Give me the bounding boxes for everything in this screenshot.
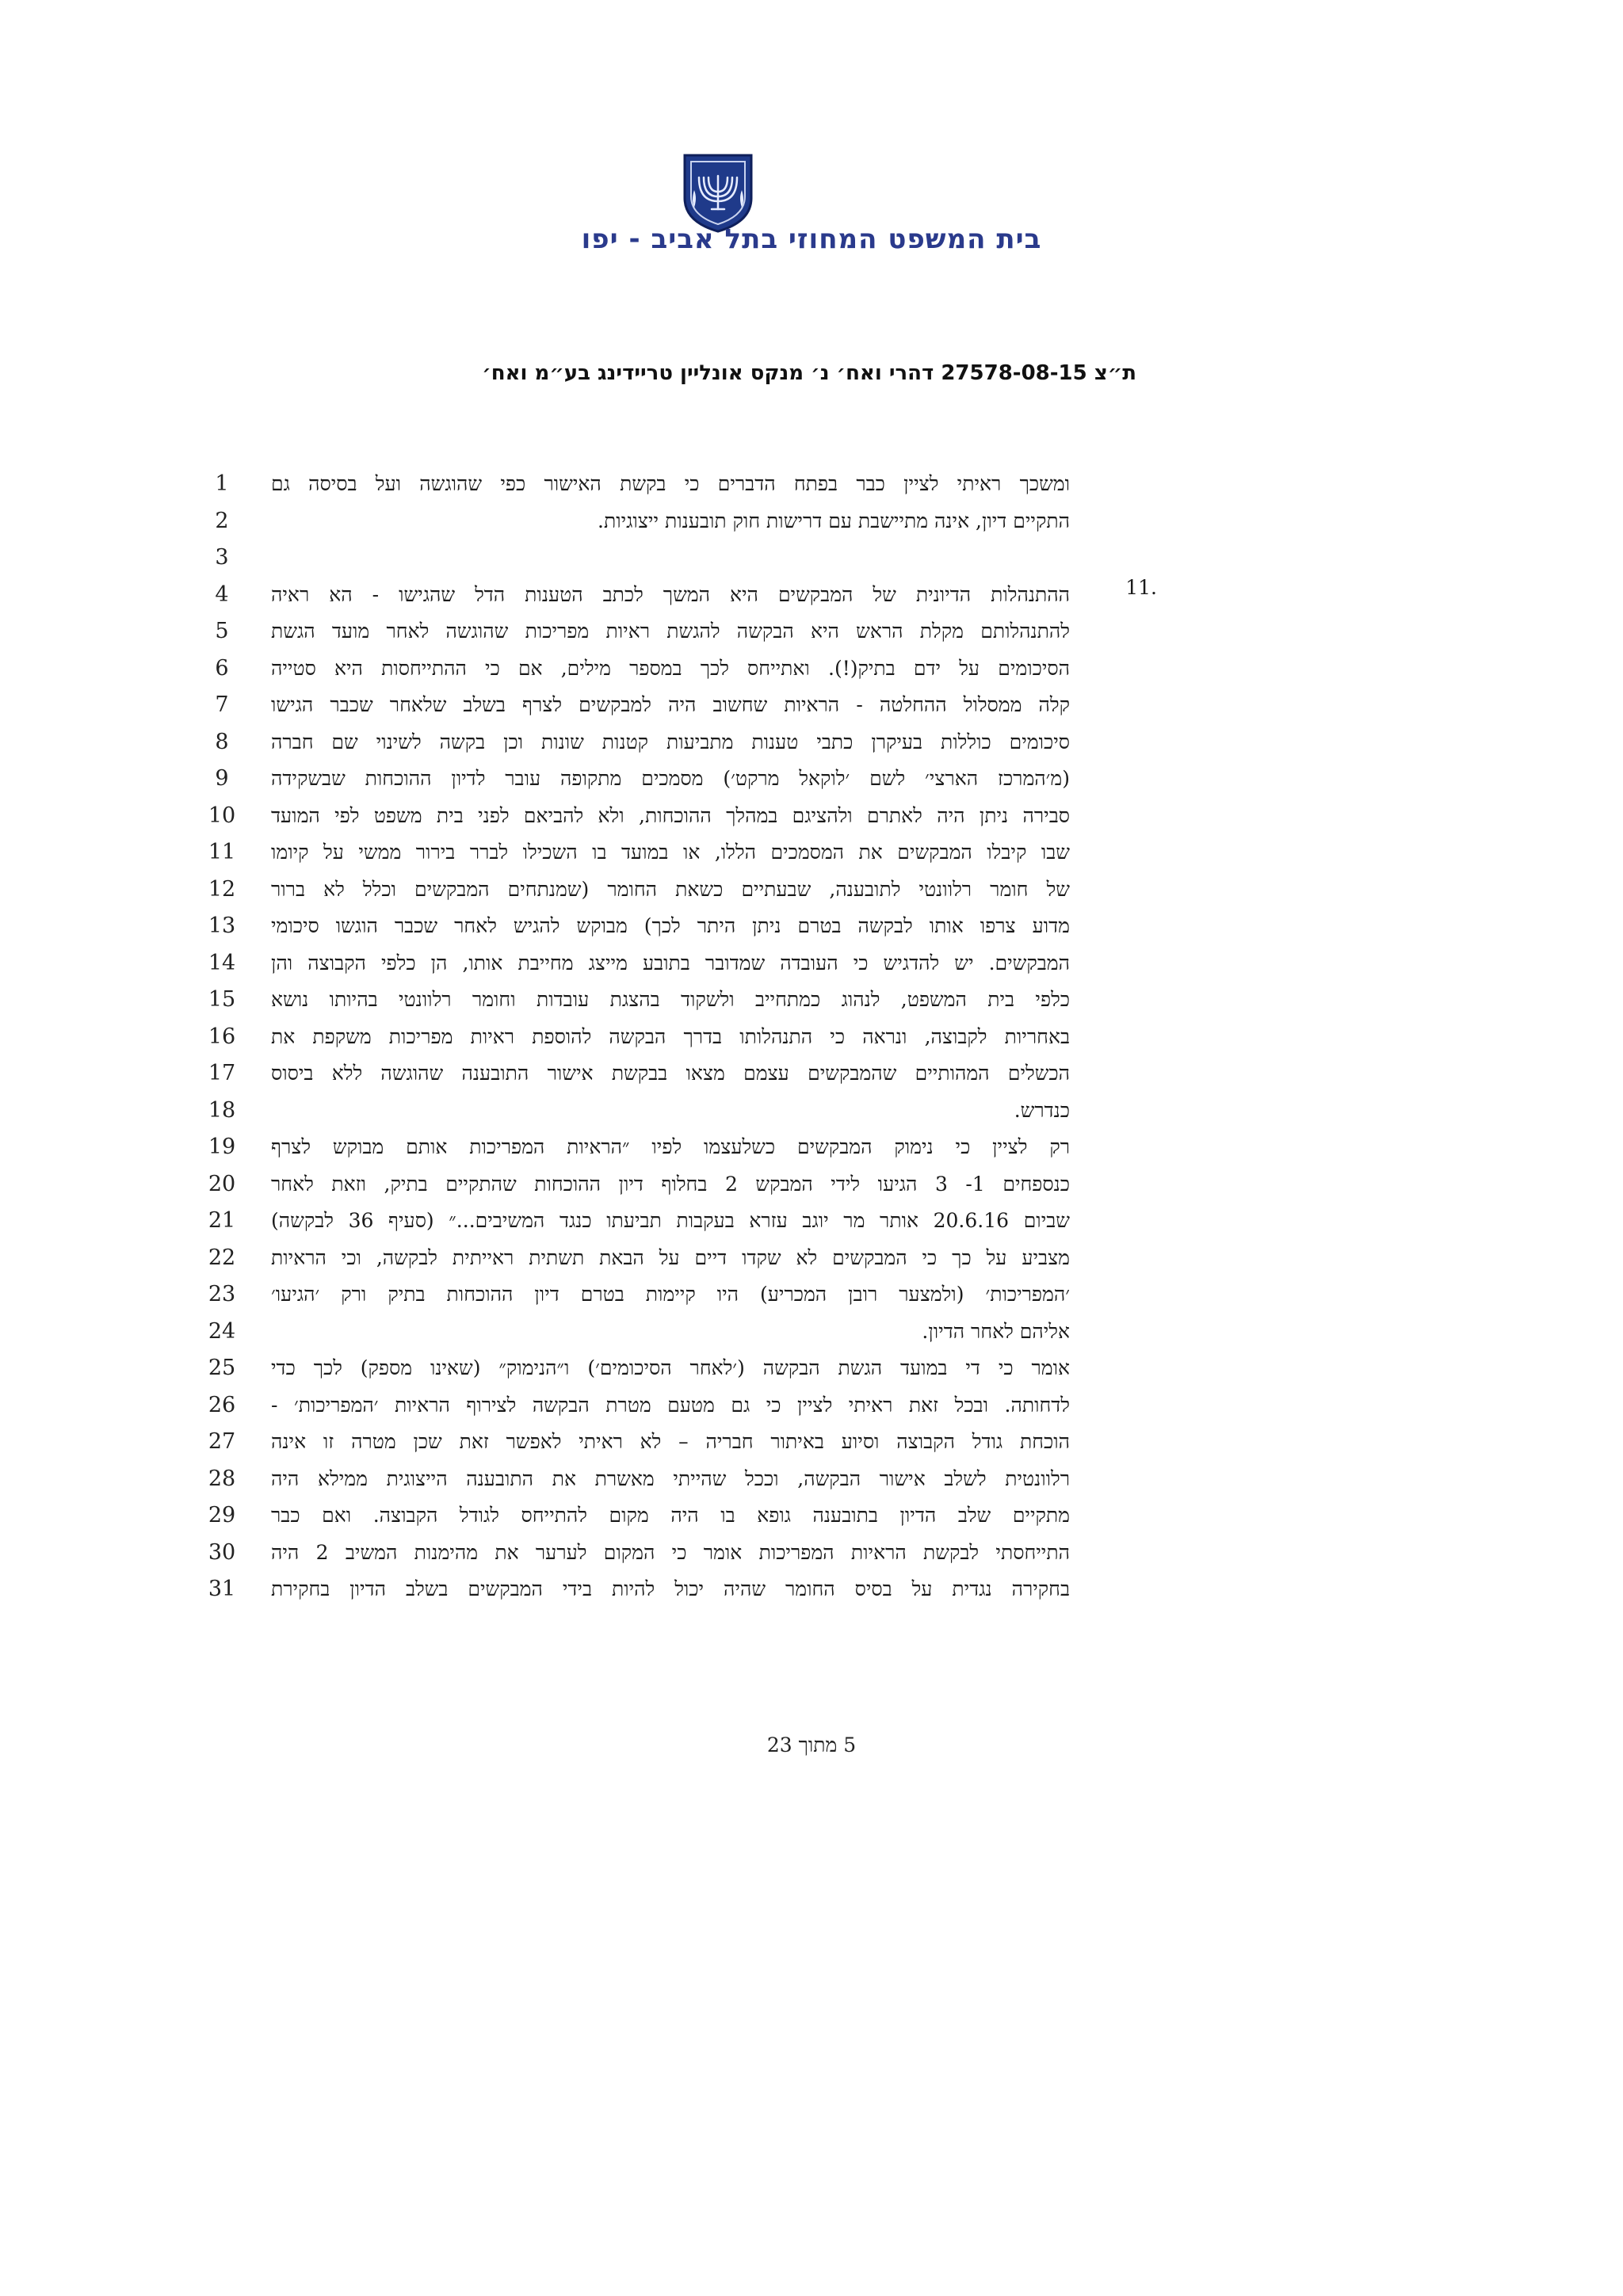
text-line: רק לציין כי נימוק המבקשים כשלעצמו לפיו ״הראיות המפריכות אותם מבוקש לצרף [271, 1135, 1070, 1158]
text-line: של חומר רלוונטי לתובענה, שבעתיים כשאת החומר (שמנתחים המבקשים וכלל לא ברור [271, 877, 1070, 901]
line-number: 4 [215, 582, 229, 607]
text-line: שבו קיבלו המבקשים את המסמכים הללו, או במועד בו השכילו לברר בירור ממשי על קיומו [271, 841, 1070, 864]
court-name: בית המשפט המחוזי בתל אביב - יפו [581, 223, 1042, 255]
line-number: 27 [208, 1429, 236, 1454]
line-number: 19 [208, 1135, 236, 1159]
text-line [271, 540, 1070, 577]
text-line: כלפי בית המשפט, לנהוג כמתחייב ולשקוד בהצגת עובדות וחומר רלוונטי בהיותו נושא [271, 988, 1070, 1011]
paragraph-number: 11. [1125, 576, 1157, 599]
line-number: 21 [208, 1208, 236, 1233]
line-number: 1 [215, 471, 229, 496]
line-number: 31 [208, 1577, 236, 1601]
line-number: 26 [208, 1392, 236, 1417]
line-number: 17 [208, 1061, 236, 1085]
line-number: 2 [215, 508, 229, 533]
text-line: ׳המפריכות׳ (ולמצער רובן המכריע) היו קיימות בטרם דיון ההוכחות בתיק ורק ׳הגיעו׳ [271, 1283, 1070, 1306]
text-line: מדוע צרפו אותו לבקשה בטרם ניתן היתר לכך) מבוקש להגיש לאחר שכבר הוגשו סיכומי [271, 914, 1070, 937]
page-number: 5 מתוך 23 [766, 1733, 857, 1756]
line-number: 6 [215, 655, 229, 681]
line-number: 18 [208, 1097, 236, 1123]
text-line: הסיכומים על ידם בתיק(!). ואתייחס לכך במספר מילים, אם כי ההתייחסות היא סטייה [271, 656, 1070, 680]
line-number: 23 [208, 1282, 236, 1306]
text-line: ההתנהלות הדיונית של המבקשים היא המשך לכתב הטענות הדל שהגישו - הא ראיה [271, 582, 1070, 606]
line-number: 8 [215, 729, 229, 754]
text-line: כנדרש. [1014, 1098, 1070, 1122]
line-number: 30 [208, 1539, 236, 1565]
line-number: 14 [208, 950, 236, 975]
line-number: 28 [208, 1466, 236, 1491]
line-number: 22 [208, 1245, 236, 1270]
text-line: סבירה ניתן היה לאתרם ולהציגם במהלך ההוכחות, ולא להביאם לפני בית משפט לפי המועד [271, 803, 1070, 827]
text-line: באחריות לקבוצה, ונראה כי התנהלותו בדרך הבקשה להוספת ראיות מפריכות משקפת את [271, 1024, 1070, 1048]
line-number: 25 [208, 1356, 236, 1380]
text-line: אומר כי די במועד הגשת הבקשה (׳לאחר הסיכומים׳) ו״הנימוק״ (שאינו מספק) לכך כדי [271, 1356, 1070, 1379]
line-number-column [198, 466, 246, 1608]
text-line: מתקיים שלב הדיון בתובענה גופא בו היה מקום להתייחס לגודל הקבוצה. ואם כבר [271, 1504, 1070, 1527]
line-number: 24 [208, 1318, 236, 1344]
line-number: 5 [215, 619, 229, 643]
text-line: התייחסתי לבקשת הראיות המפריכות אומר כי המקום לערער את מהימנות המשיב 2 היה [271, 1540, 1070, 1564]
text-line: המבקשים. יש להדגיש כי העובדה שמדובר בתובע מייצג מחייבת אותו, הן כלפי הקבוצה והן [271, 951, 1070, 974]
line-number: 9 [215, 766, 229, 791]
line-number: 7 [215, 692, 229, 717]
text-line: ומשכך ראיתי לציין כבר בפתח הדברים כי בקשת האישור כפי שהוגשה ועל בסיסה גם [271, 472, 1070, 495]
text-line: הכשלים המהותיים שהמבקשים עצמם מצאו בבקשת אישור התובענה שהוגשה ללא ביסוס [271, 1062, 1070, 1085]
text-line: הוכחת גודל הקבוצה וסיוע באיתור חבריה – לא ראיתי לאפשר זאת שכן מטרה זו אינה [271, 1430, 1070, 1453]
line-number: 13 [208, 913, 236, 938]
text-line: אליהם לאחר הדיון. [922, 1319, 1070, 1343]
decision-text [271, 466, 1070, 1608]
text-line: (מ׳המרכז הארצי׳ לשם ׳לוקאל מרקט׳) מסמכים מתקופה עובר לדיון ההוכחות שבשקידה [271, 767, 1070, 790]
line-number: 10 [208, 803, 236, 828]
state-emblem-icon [680, 152, 756, 235]
line-number: 15 [208, 987, 236, 1012]
line-number: 20 [208, 1171, 236, 1196]
line-number: 11 [208, 840, 236, 864]
text-line: לדחותה. ובכל זאת ראיתי לציין כי גם מטעם מטרת הבקשה לצירוף הראיות ׳המפריכות׳ - [271, 1393, 1070, 1417]
text-line: כנספחים 1- 3 הגיעו לידי המבקש 2 בחלוף דיון ההוכחות שהתקיים בתיק, וזאת לאחר [271, 1172, 1070, 1196]
text-line: בחקירה נגדית על בסיס החומר שהיה יכול להיות בידי המבקשים בשלב הדיון בחקירת [271, 1577, 1070, 1600]
text-line: שביום 20.6.16 אותר מר יוגב עזרא בעקבות תביעתו כנגד המשיבים...״ (סעיף 36 לבקשה) [271, 1209, 1070, 1232]
text-line: קלה ממסלול ההחלטה - הראיות שחשוב היה למבקשים לצרף בשלב שלאחר שכבר הגישו [271, 693, 1070, 716]
text-line: מצביע על כך כי המבקשים לא שקדו דיים על הבאת תשתית ראייתית לבקשה, וכי הראיות [271, 1245, 1070, 1269]
line-number: 29 [208, 1503, 236, 1527]
text-line: להתנהלותם מקלת הראש היא הבקשה להגשת ראיות מפריכות שהוגשה לאחר מועד הגשת [271, 620, 1070, 643]
text-line: רלוונטית לשלב אישור הבקשה, וככל שהייתי מאשרת את התובענה הייצוגית ממילא היה [271, 1466, 1070, 1490]
line-number: 12 [208, 876, 236, 902]
case-title: ת״צ 27578-08-15 דהרי ואח׳ נ׳ מנקס אונליין טריידינג בע״מ ואח׳ [482, 361, 1136, 385]
text-line: סיכומים כוללות בעיקרן כתבי טענות מתביעות קטנות שונות וכן בקשה לשינוי שם חברה [271, 730, 1070, 753]
line-number: 16 [208, 1024, 236, 1049]
text-line: התקיים דיון, אינה מתיישבת עם דרישות חוק תובענות ייצוגיות. [598, 509, 1070, 532]
line-number: 3 [215, 545, 229, 570]
